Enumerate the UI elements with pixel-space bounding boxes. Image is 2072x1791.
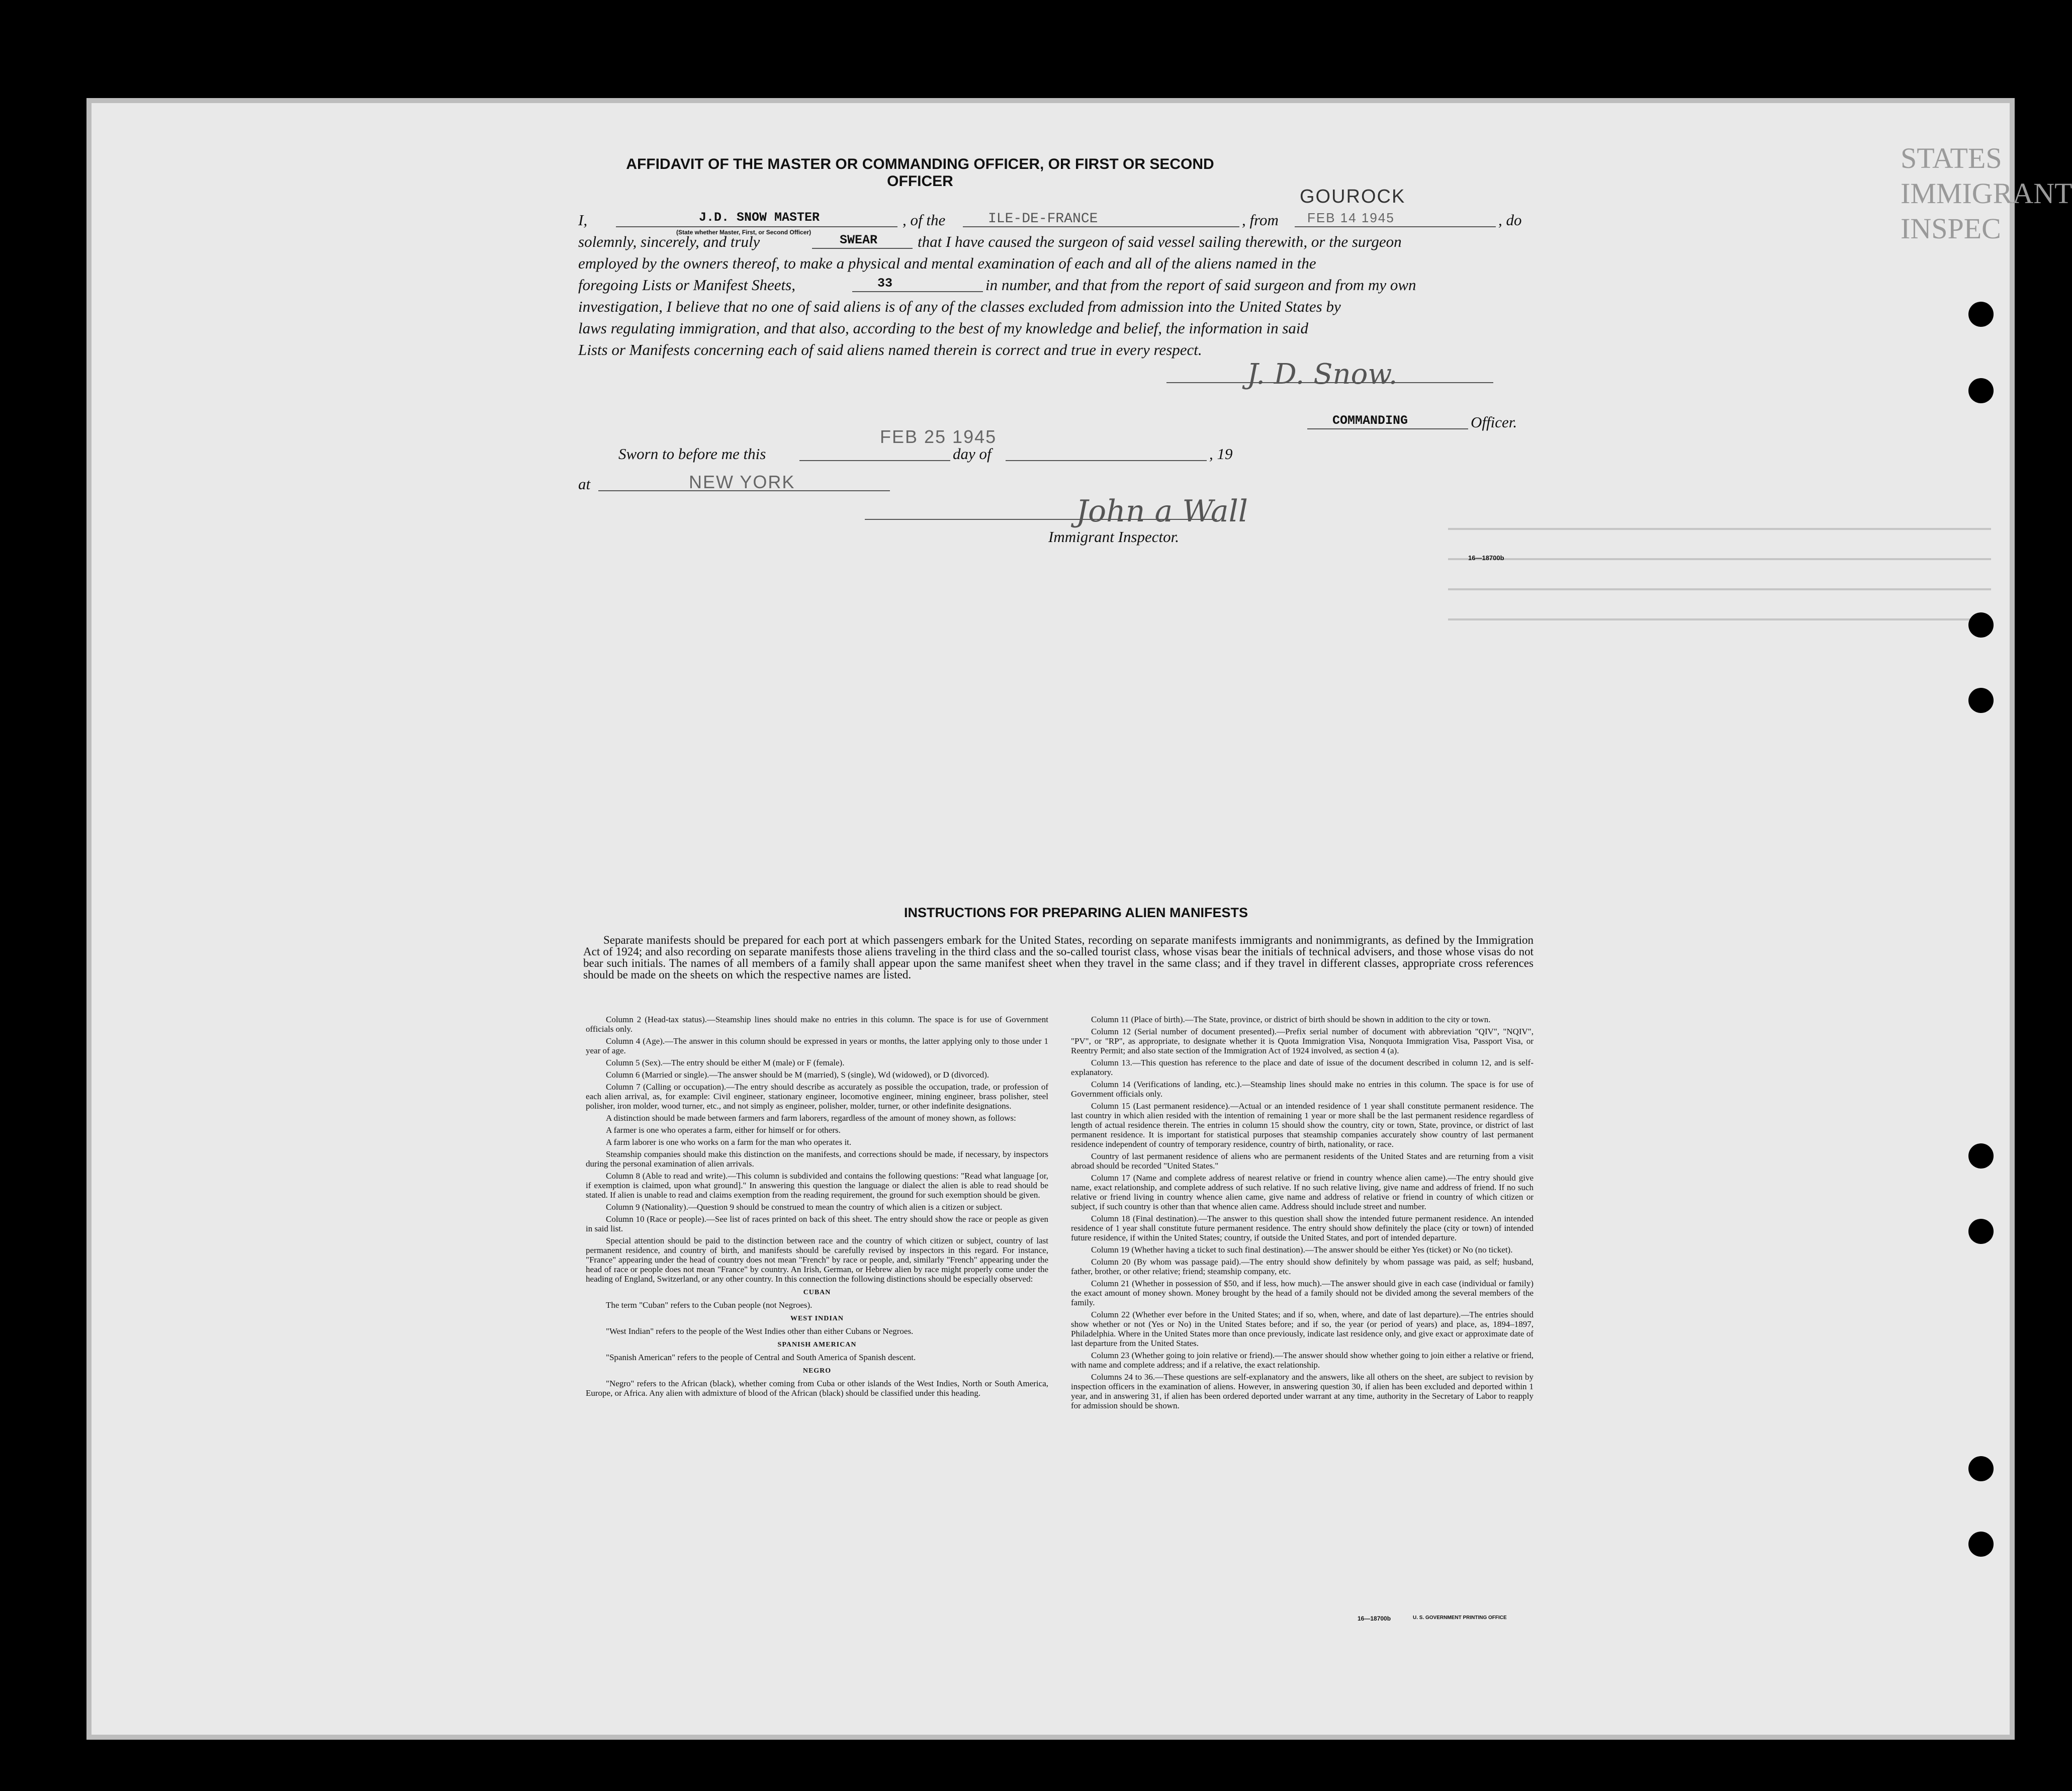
printing-office: U. S. GOVERNMENT PRINTING OFFICE bbox=[1413, 1615, 1507, 1621]
section-heading: SPANISH AMERICAN bbox=[777, 1341, 857, 1349]
text-l3: employed by the owners thereof, to make a physical and mental examination of each and all of the aliens named in the bbox=[578, 254, 1316, 272]
instruction-paragraph: Column 19 (Whether having a ticket to such final destination).—The answer should be either Yes (ticket) or No (no ticket). bbox=[1091, 1245, 1513, 1255]
instruction-paragraph: Column 23 (Whether going to join relative or friend).—The answer should show whether going to join either a relative or friend, with name and complete address; and if a relative, the exact relationship. bbox=[1071, 1351, 1534, 1370]
instructions-intro: Separate manifests should be prepared for each port at which passengers embark for the United States, recording on separate manifests immigrants and nonimmigrants, as defined by the Immigration Act of 1924; and also recording on separate manifests those aliens traveling in the third class and the so-called tourist class, whose visas bear the initials of technical advisers, and those whose visas do not bear such initials. The names of all members of a family shall appear upon the same manifest sheet when they travel in the same class; and if they travel in different classes, appropriate cross references should be made on the sheets on which the respective names are listed. bbox=[583, 934, 1534, 981]
text-l2b: that I have caused the surgeon of said vessel sailing therewith, or the surgeon bbox=[918, 233, 1402, 250]
do-label: , do bbox=[1498, 211, 1522, 229]
text-l7: Lists or Manifests concerning each of said aliens named therein is correct and true in every respect. bbox=[578, 341, 1202, 359]
punch-hole bbox=[1968, 612, 1994, 638]
state-note: (State whether Master, First, or Second Officer) bbox=[676, 229, 812, 236]
month-field bbox=[1006, 445, 1207, 461]
instruction-paragraph: Steamship companies should make this distinction on the manifests, and corrections should be made, if necessary, by inspectors during the personal examination of alien arrivals. bbox=[586, 1149, 1048, 1169]
instruction-paragraph: Special attention should be paid to the distinction between race and the country of which citizen or subject, country of last permanent residence, and country of birth, and manifests should be carefully revised by inspectors in this regard. For instance, "France" appearing under the head of country does not mean "French" by race or people, and, similarly "French" appearing under the head of race or people does not mean "France" by country. An Irish, German, or Hebrew alien by race might properly come under the heading of England, Switzerland, or any other country. In this connection the following distinctions should be especially observed: bbox=[586, 1236, 1048, 1284]
instruction-paragraph: Column 2 (Head-tax status).—Steamship lines should make no entries in this column. The space is for use of Government officials only. bbox=[586, 1015, 1048, 1034]
rank-field bbox=[1307, 413, 1468, 429]
instruction-paragraph: Column 10 (Race or people).—See list of races printed on back of this sheet. The entry should show the race or people as given in said list. bbox=[586, 1214, 1048, 1233]
punch-hole bbox=[1968, 1219, 1994, 1244]
instruction-paragraph: Column 15 (Last permanent residence).—Actual or an intended residence of 1 year shall constitute permanent residence. The last country in which alien resided with the intention of remaining 1 year or more shall be the last permanent residence regardless of length of actual residence therein. The entries in column 15 should show the country, city or town, State, province, or district of last permanent residence. It is important for statistical purposes that steamship companies accurately show country of last permanent residence independent of country of temporary residence, country of birth, nationality, or race. bbox=[1071, 1101, 1534, 1149]
form-number: 16—18700b bbox=[1468, 554, 1504, 562]
at-label: at bbox=[578, 475, 591, 493]
sheets-count: 33 bbox=[877, 276, 893, 291]
instruction-paragraph: Column 17 (Name and complete address of nearest relative or friend in country whence alien came).—The entry should give name, exact relationship, and complete address of such relative. If no such relative living, give name and address of friend. If no such relative or friend living in country whence alien came, give name and address of relative or friend in country of which citizen or subject, if such country is other than that whence alien came. Address should include street and number. bbox=[1071, 1173, 1534, 1211]
commanding-type: COMMANDING bbox=[1332, 413, 1408, 428]
sworn-label: Sworn to before me this bbox=[618, 445, 766, 463]
instruction-paragraph: Column 22 (Whether ever before in the United States; and if so, when, where, and date of last departure).—The entries should show whether or not (Yes or No) in the United States before; and if so, the year (or period of years) and place, as, 1894–1897, Philadelphia. Where in the United States more than once previously, indicate last residence only, and give exact or approximate date of last departure from the United States. bbox=[1071, 1310, 1534, 1348]
section-heading: CUBAN bbox=[803, 1289, 831, 1296]
instruction-paragraph: A farmer is one who operates a farm, either for himself or for others. bbox=[606, 1125, 841, 1135]
instruction-paragraph: A distinction should be made between farmers and farm laborers, regardless of the amount of money shown, as follows: bbox=[606, 1113, 1016, 1123]
instruction-paragraph: The term "Cuban" refers to the Cuban people (not Negroes). bbox=[606, 1300, 813, 1310]
punch-hole bbox=[1968, 1456, 1994, 1481]
instruction-paragraph: Column 9 (Nationality).—Question 9 should be construed to mean the country of which alien is a citizen or subject. bbox=[606, 1202, 1003, 1212]
day-of-label: day of bbox=[953, 445, 992, 463]
inspector-signature: John a Wall bbox=[1076, 494, 1248, 529]
text-l6: laws regulating immigration, and that also, according to the best of my knowledge and belief, the information in said bbox=[578, 319, 1309, 337]
footer-form-code: 16—18700b bbox=[1358, 1615, 1391, 1622]
master-signature: J. D. Snow. bbox=[1247, 358, 1398, 391]
affidavit-title: AFFIDAVIT OF THE MASTER OR COMMANDING OFFICER, OR FIRST OR SECOND OFFICER bbox=[626, 156, 1214, 190]
instruction-paragraph: "Negro" refers to the African (black), whether coming from Cuba or other islands of the West Indies, North or South America, Europe, or Africa. Any alien with admixture of blood of the African (black) should be classified under this heading. bbox=[586, 1379, 1048, 1398]
text-l4b: in number, and that from the report of said surgeon and from my own bbox=[985, 276, 1416, 294]
instruction-paragraph: Column 6 (Married or single).—The answer should be M (married), S (single), Wd (widowed), or D (divorced). bbox=[606, 1070, 989, 1080]
instruction-paragraph: Column 21 (Whether in possession of $50, and if less, how much).—The answer should give in each case (individual or family) the exact amount of money shown. Money brought by the head of a family should not be divided among the several members of the family. bbox=[1071, 1279, 1534, 1307]
instruction-paragraph: Column 8 (Able to read and write).—This column is subdivided and contains the following questions: "Read what language [or, if exemption is claimed, upon what ground]." In answering this question the language or dialect the alien is able to read should be stated. If alien is unable to read and claims exemption from the reading requirement, the ground for such exemption should be given. bbox=[586, 1171, 1048, 1200]
place-stamp: NEW YORK bbox=[689, 472, 795, 492]
instruction-paragraph: Column 12 (Serial number of document presented).—Prefix serial number of document with abbreviation "QIV", "NQIV", "PV", or "RP", as appropriate, to designate whether it is Quota Immigration Visa, Nonquota Immigration Visa, Passport Visa, or Reentry Permit; and also state section of the Immigration Act of 1924 involved, as section 4 (a). bbox=[1071, 1027, 1534, 1055]
officer-label: Officer. bbox=[1471, 413, 1517, 431]
officer-name: J.D. SNOW MASTER bbox=[699, 210, 820, 225]
instruction-paragraph: Column 20 (By whom was passage paid).—The entry should show definitely by whom passage was paid, as self; husband, father, brother, or other relative; friend; steamship company, etc. bbox=[1071, 1257, 1534, 1276]
instructions-right-column bbox=[1071, 1015, 1534, 1413]
from-label: , from bbox=[1242, 211, 1279, 229]
punch-hole bbox=[1968, 378, 1994, 403]
instruction-paragraph: Column 11 (Place of birth).—The State, province, or district of birth should be shown in addition to the city or town. bbox=[1091, 1015, 1491, 1024]
instruction-paragraph: Column 7 (Calling or occupation).—The entry should describe as accurately as possible the occupation, trade, or profession of each alien arrival, as, for example: Civil engineer, stationary engineer, locomotive engineer, mining engineer, brass polisher, steel polisher, iron molder, wood turner, etc., and not simply as engineer, polisher, molder, turner, or other indefinite designations. bbox=[586, 1082, 1048, 1111]
port-date-stamp: FEB 14 1945 bbox=[1307, 210, 1395, 225]
instruction-paragraph: Columns 24 to 36.—These questions are self-explanatory and the answers, like all others on the sheet, are subject to revision by inspection officers in the examination of aliens. However, in answering question 30, if alien has been excluded and deported within 1 year, and in answering 31, if alien has been ordered deported under warrant at any time, authority in the Secretary of Labor to reapply for admission should be shown. bbox=[1071, 1372, 1534, 1410]
instruction-paragraph: A farm laborer is one who works on a farm for the man who operates it. bbox=[606, 1137, 852, 1147]
instruction-paragraph: Column 5 (Sex).—The entry should be either M (male) or F (female). bbox=[606, 1058, 845, 1067]
inspector-label: Immigrant Inspector. bbox=[1048, 528, 1180, 546]
port-stamp: GOUROCK bbox=[1300, 186, 1406, 207]
text-l2a: solemnly, sincerely, and truly bbox=[578, 233, 760, 250]
punch-hole bbox=[1968, 1143, 1994, 1169]
section-heading: NEGRO bbox=[802, 1367, 832, 1375]
sworn-date-stamp: FEB 25 1945 bbox=[880, 426, 997, 447]
i-label: I, bbox=[578, 211, 588, 229]
instruction-paragraph: "Spanish American" refers to the people of Central and South America of Spanish descent. bbox=[606, 1353, 916, 1362]
bleed-through-text: STATES IMMIGRANT INSPEC bbox=[1901, 142, 2072, 245]
instruction-paragraph: Column 18 (Final destination).—The answer to this question shall show the intended future permanent residence. An intended residence of 1 year shall constitute future permanent residence. The entry should show definitely the place (city or town) of intended future residence, if within the United States; country, if outside the United States, and port of intended departure. bbox=[1071, 1214, 1534, 1242]
instruction-paragraph: "West Indian" refers to the people of the West Indies other than either Cubans or Negroes. bbox=[606, 1326, 914, 1336]
vessel-name: ILE-DE-FRANCE bbox=[988, 211, 1098, 227]
punch-hole bbox=[1968, 688, 1994, 713]
sheets-field bbox=[852, 276, 983, 292]
oath-type: SWEAR bbox=[840, 233, 878, 247]
punch-hole bbox=[1968, 302, 1994, 327]
instruction-paragraph: Column 4 (Age).—The answer in this column should be expressed in years or months, the latter applying only to those under 1 year of age. bbox=[586, 1036, 1048, 1055]
of-the-label: , of the bbox=[903, 211, 946, 229]
instruction-paragraph: Country of last permanent residence of aliens who are permanent residents of the United States and are returning from a visit abroad should be recorded "United States." bbox=[1071, 1151, 1534, 1171]
text-l4a: foregoing Lists or Manifest Sheets, bbox=[578, 276, 795, 294]
instruction-paragraph: Column 13.—This question has reference to the place and date of issue of the document described in column 12, and is self-explanatory. bbox=[1071, 1058, 1534, 1077]
bleed-through-lines bbox=[1448, 528, 1991, 679]
instructions-title: INSTRUCTIONS FOR PREPARING ALIEN MANIFESTS bbox=[904, 905, 1248, 920]
instruction-paragraph: Column 14 (Verifications of landing, etc.).—Steamship lines should make no entries in this column. The space is for use of Government officials only. bbox=[1071, 1080, 1534, 1099]
text-l5: investigation, I believe that no one of said aliens is of any of the classes excluded from admission into the United States by bbox=[578, 298, 1341, 315]
section-heading: WEST INDIAN bbox=[790, 1315, 844, 1322]
instructions-left-column bbox=[586, 1015, 1048, 1400]
punch-hole bbox=[1968, 1532, 1994, 1557]
year-label: , 19 bbox=[1209, 445, 1233, 463]
